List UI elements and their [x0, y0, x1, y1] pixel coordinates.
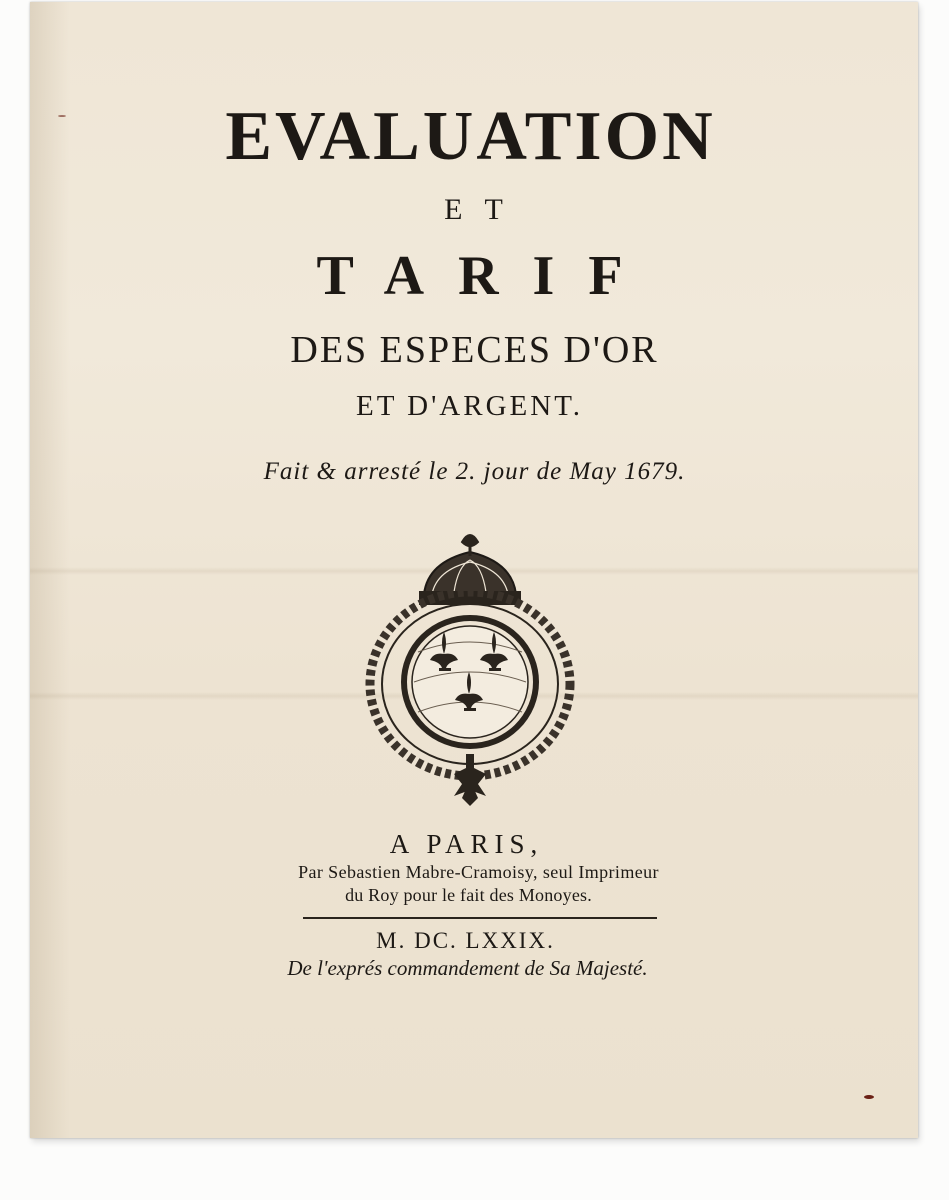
title-et: ET: [444, 193, 525, 226]
imprint-year: M. DC. LXXIX.: [376, 928, 555, 953]
title-tarif: TARIF: [316, 245, 657, 307]
title-evaluation: EVALUATION: [225, 98, 716, 175]
date-line: Fait & arresté le 2. jour de May 1679.: [263, 458, 686, 485]
royal-arms-fleur-de-lis-icon: [362, 522, 578, 808]
divider-rule: [303, 917, 657, 919]
title-argent: ET D'ARGENT.: [355, 390, 584, 422]
title-especes: DES ESPECES D'OR: [290, 329, 659, 371]
imprint-authority: De l'exprés commandement de Sa Majesté.: [287, 956, 648, 980]
imprint-printer: Par Sebastien Mabre-Cramoisy, seul Imprimeur: [298, 862, 659, 882]
imprint-place: A PARIS,: [389, 829, 544, 859]
imprint-printer-title: du Roy pour le fait des Monoyes.: [345, 885, 592, 905]
ink-stain: [864, 1095, 874, 1099]
